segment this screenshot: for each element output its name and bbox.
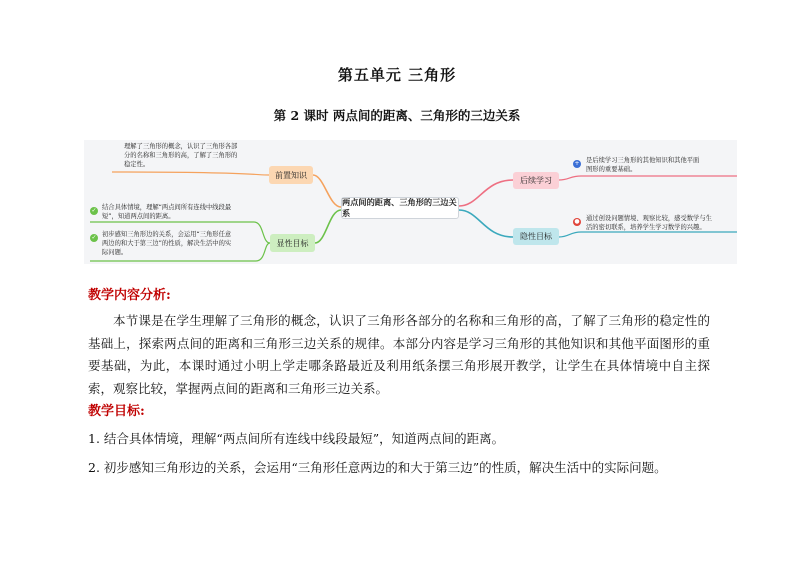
leaf-followup-learning: 是后续学习三角形的其他知识和其他平面 图形的重要基础。	[586, 157, 700, 173]
lesson-subtitle: 第 2 课时 两点间的距离、三角形的三边关系	[273, 108, 521, 123]
mind-map	[84, 140, 737, 264]
teaching-goal-1: 1. 结合具体情境，理解“两点间所有连线中线段最短”，知道两点间的距离。	[88, 431, 505, 446]
leaf-implicit-goal: 通过创设问题情境、观察比较，感受数学与生 活的密切联系，培养学生学习数学的兴趣。	[586, 215, 712, 231]
target-icon: ●	[574, 218, 580, 225]
connector-implicit	[459, 210, 513, 237]
connector-prior-leaf	[112, 172, 269, 175]
leaf-prior-knowledge: 理解了三角形的概念，认识了三角形各部 分的名称和三角形的高，了解了三角形的 稳定性。	[124, 143, 238, 168]
teaching-goals-heading: 教学目标:	[88, 404, 145, 419]
teaching-goal-2: 2. 初步感知三角形边的关系，会运用“三角形任意两边的和大于第三边”的性质，解决生活中的实际问题。	[88, 460, 667, 475]
branch-prior-knowledge: 前置知识	[269, 166, 313, 184]
leaf-explicit-goal-2: 初步感知三角形边的关系，会运用“三角形任意 两边的和大于第三边”的性质，解决生活中的实 际问题。	[102, 231, 232, 256]
mind-map-center-node: 两点间的距离、三角形的三边关系	[341, 197, 459, 219]
connector-explicit	[315, 210, 341, 243]
check-icon: ✓	[91, 234, 97, 241]
connector-followup	[459, 180, 513, 206]
content-analysis-paragraph: 本节课是在学生理解了三角形的概念，认识了三角形各部分的名称和三角形的高，了解了三角形的稳定性的基础上，探索两点间的距离和三角形三边关系的规律。本部分内容是学习三角形的其他知识和其他平面图形的重要基础，为此，本课时通过小明上学走哪条路最近及利用纸条摆三角形展开教学，让学生在具体情境中自主探索，观察比较，掌握两点间的距离和三角形三边关系。	[88, 313, 710, 396]
content-analysis-heading: 教学内容分析:	[88, 288, 171, 303]
page-title: 第五单元 三角形	[337, 66, 457, 84]
leaf-explicit-goal-1: 结合具体情境，理解“两点间所有连线中线段最 短”，知道两点间的距离。	[102, 204, 232, 220]
connector-followup-leaf	[559, 176, 737, 180]
plus-icon: +	[574, 160, 580, 167]
branch-explicit-goals: 显性目标	[270, 234, 315, 252]
branch-implicit-goals: 隐性目标	[513, 228, 559, 245]
branch-followup-learning: 后续学习	[513, 172, 559, 189]
connector-implicit-leaf	[559, 232, 737, 237]
check-icon: ✓	[91, 207, 97, 214]
connector-prior	[313, 175, 341, 207]
